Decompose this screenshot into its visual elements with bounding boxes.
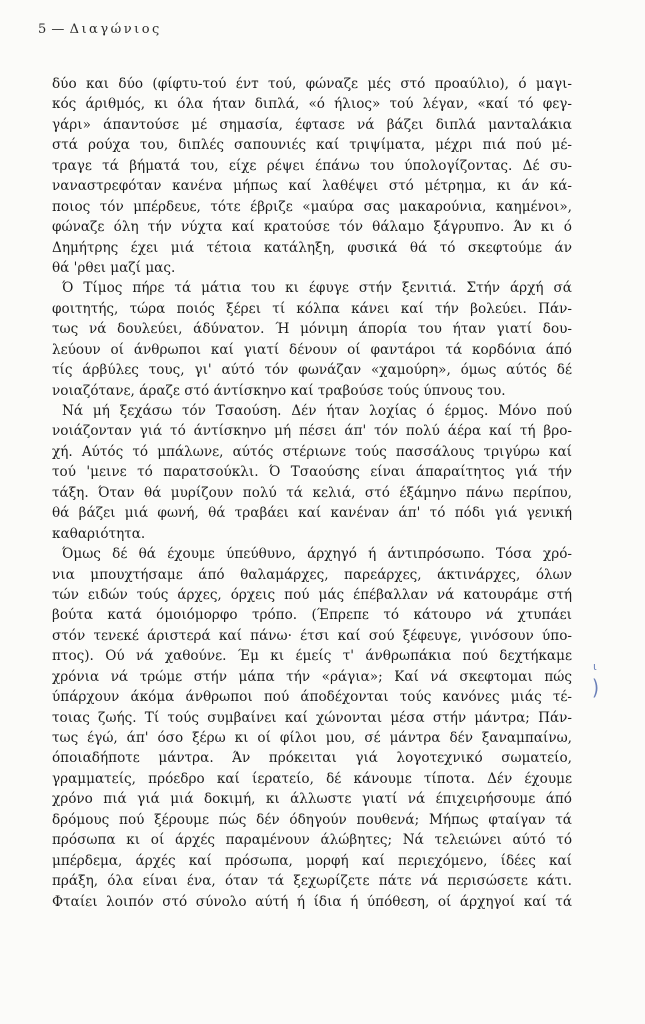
text-line: φοιτητής, τώρα ποιός ξέρει τί κόλπα κάνει καί τήν βολεύει. Πάν-	[52, 300, 572, 317]
text-line: θά 'ρθει μαζί μας.	[52, 259, 176, 276]
margin-annotation-bracket: )	[592, 675, 600, 702]
text-line: χή. Αύτός τό μπάλωνε, αύτός στέριωνε τούς πασσάλους τριγύρω καί	[52, 443, 572, 460]
text-line: τως έγώ, άπ' όσο ξέρω κι οί φίλοι μου, σέ μάντρα δέν ξαναμπαίνω,	[52, 730, 572, 746]
text-line: Δημήτρης έχει μιά τέτοια κατάληξη, φυσικά θά τό σκεφτούμε άν	[52, 239, 572, 256]
text-line: τάξη. Όταν θά μυρίζουν πολύ τά κελιά, στό έξάμηνο πάνω περίπου,	[52, 484, 572, 501]
text-line: τοιας ζωής. Τί τούς συμβαίνει καί χώνονται μέσα στήν μάντρα; Πάν-	[52, 709, 572, 726]
text-line: πράξη, όλα είναι ένα, όταν τά ξεχωρίζετε πάτε νά περισώσετε κάτι.	[52, 873, 572, 890]
running-head-title: Διαγώνιος	[69, 22, 162, 37]
text-line: όποιαδήποτε μάντρα. Άν πρόκειται γιά λογοτεχνικό σωματείο,	[52, 750, 572, 767]
text-line: γραμματείς, πρόεδρο καί ίερατείο, δέ κάνουμε τίποτα. Δέν έχουμε	[52, 770, 572, 787]
text-line: γάρι» άπαντούσε μέ σημασία, έφτασε νά βάζει διπλά μανταλάκια	[52, 116, 572, 133]
text-line: πρόσωπα κι οί άρχές παραμένουν άλώβητες; Νά τελειώνει αύτό τό	[52, 832, 572, 849]
text-line: χρόνο πιά γιά μιά δοκιμή, κι άλλωστε γιατί νά έπιχειρήσουμε άπό	[52, 791, 572, 808]
text-line: τίς άρβύλες τους, γι' αύτό τόν φωνάζαν «χαμούρη», όμως αύτός δέ	[52, 362, 572, 379]
text-line: νια μπουχτήσαμε άπό θαλαμάρχες, παρεάρχες, άκτινάρχες, όλων	[52, 566, 572, 583]
text-line: φώναζε όλη τήν νύχτα καί κρατούσε τόν θάλαμο ξάγρυπνο. Άν κι ό	[52, 219, 572, 236]
margin-annotation-mark: ι	[593, 660, 597, 673]
page-number: 5	[38, 22, 47, 37]
text-line: ύπάρχουν άκόμα άνθρωποι πού άποδέχονται τούς κανόνες μιάς τέ-	[52, 689, 572, 706]
text-line: τών ειδών τούς άρχες, όρχεις πού μάς έπέβαλλαν νά κατουράμε στή	[52, 586, 572, 603]
paragraph-start-line: Νά μή ξεχάσω τόν Τσαούση. Δέν ήταν λοχίας ό έρμος. Μόνο πού	[62, 403, 572, 419]
text-line: τως νά δουλεύει, άδύνατον. Ή μόνιμη άπορία του ήταν γιατί δου-	[52, 321, 572, 338]
text-line: νοιαζότανε, άραζε στό άντίσκηνο καί τραβούσε τούς ύπνους του.	[52, 382, 506, 399]
paragraph-start-line: Ό Τίμος πήρε τά μάτια του κι έφυγε στήν ξενιτιά. Στήν άρχή σά	[62, 280, 572, 297]
text-line: τού 'μεινε τό παρατσούκλι. Ό Τσαούσης είναι άπαραίτητος γιά τήν	[52, 464, 572, 481]
text-line: καθαριότητα.	[52, 525, 146, 542]
text-line: κός άριθμός, κι όλα ήταν διπλά, «ό ήλιος» τού λέγαν, «καί τό φεγ-	[52, 96, 572, 113]
text-line: μπέρδεμα, άρχές καί πρόσωπα, μορφή καί περιεχόμενο, ίδέες καί	[52, 852, 572, 869]
text-line: λεύουν οί άνθρωποι καί γιατί δένουν οί φαντάροι τά κορδόνια άπό	[52, 341, 572, 358]
text-line: Φταίει λοιπόν στό σύνολο αύτή ή ίδια ή ύπόθεση, οί άρχηγοί καί τά	[52, 893, 572, 910]
text-line: βούτα κατά όμοιόμορφο τρόπο. (Έπρεπε τό κάτουρο νά χτυπάει	[52, 607, 572, 624]
text-line: χρόνια νά τρώμε στήν μάπα τήν «ράγια»; Καί νά σκεφτομαι πώς	[52, 668, 572, 685]
running-head	[38, 22, 162, 37]
text-line: θά βάζει μιά φωνή, θά τραβάει καί κανέναν άπ' τό πόδι γιά γενική	[52, 505, 572, 522]
body-text	[52, 74, 572, 912]
text-line: νοιάζονταν γιά τό άντίσκηνο μή πέσει άπ' τόν πολύ άέρα καί τή βρο-	[52, 423, 572, 440]
text-line: τραγε τά βήματά του, είχε ρέψει έπάνω του ύπολογίζοντας. Δέ συ-	[52, 157, 572, 174]
text-line: στόν τενεκέ άριστερά καί πάνω· έτσι καί σού ξέφευγε, γινόσουν ύπο-	[52, 627, 572, 644]
text-line: στά ρούχα του, διπλές σαπουνιές καί τριψίματα, μέχρι πιά πού μέ-	[52, 137, 572, 154]
text-line: πτος). Ού νά χαθούνε. Έμ κι έμείς τ' άνθρωπάκια πού δεχτήκαμε	[52, 648, 572, 665]
text-line: δρόμους πού ξέρουμε πώς δέν όδηγούν πουθενά; Μήπως φταίγαν τά	[52, 811, 572, 828]
running-head-separator: —	[51, 22, 65, 37]
paragraph-start-line: Όμως δέ θά έχουμε ύπεύθυνο, άρχηγό ή άντιπρόσωπο. Τόσα χρό-	[62, 546, 572, 563]
text-line: δύο και δύο (φίφτυ-τού ένт τού, φώναζε μές στό προαύλιο), ό μαγι-	[52, 76, 572, 92]
text-line: ναναστρεφόταν κανένα μήπως καί λαθέψει στό μέτρημα, κι άν κά-	[52, 178, 572, 195]
text-line: ποιος τόν μπέρδευε, τότε έβριζε «μαύρα σας μακαρούνια, καημένοι»,	[52, 198, 572, 215]
